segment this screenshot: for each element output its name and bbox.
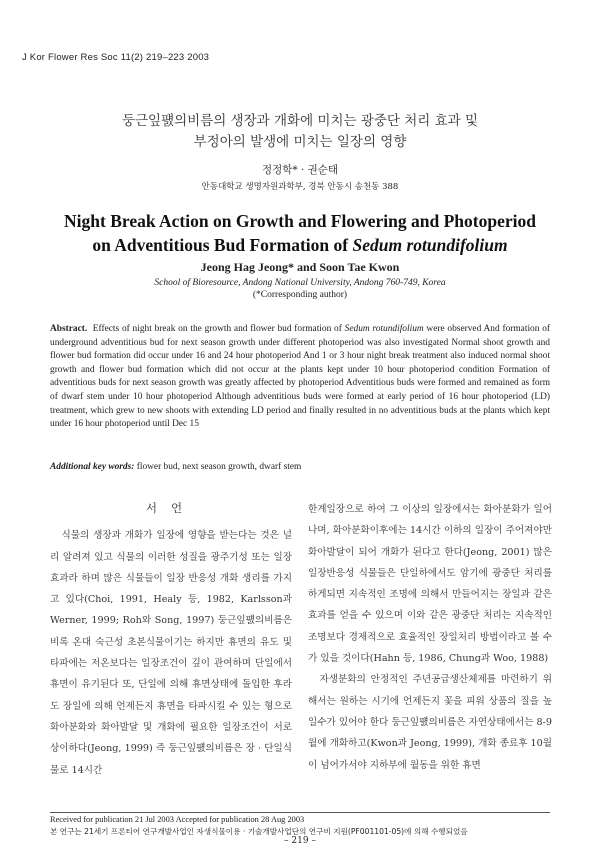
received-note: Received for publication 21 Jul 2003 Accepted for publication 28 Aug 2003 [50,815,305,824]
footnote-divider [50,812,550,813]
species-name: Sedum rotundifolium [352,235,508,255]
section-title: 서언 [145,501,197,515]
abstract-label: Abstract. [50,324,88,334]
keywords-text: flower bud, next season growth, dwarf stem [134,462,302,472]
english-authors: Jeong Hag Jeong* and Soon Tae Kwon [200,260,400,274]
page-number: – 219 – [284,836,316,846]
korean-authors: 정정학* · 권순태 [261,164,339,176]
korean-title [0,111,600,153]
abstract [50,323,550,432]
english-title-line1: Night Break Action on Growth and Flowering and Photoperiod [64,211,536,231]
right-paragraph-2: 자생분화의 안정적인 주년공급생산체제를 마련하기 위해서는 원하는 시기에 언제든지 꽃을 피워 상품의 질을 높일수가 있어야 한다 둥근잎퍬의비름은 자연상태에서는 8-9월에 개화하고(Kwon과 Jeong, 1999), 개화 종료후 10월이 넘어가서야 지하부에 월동을 위한 휴면 [308,674,552,771]
korean-affiliation: 안동대학교 생명자원과학부, 경북 안동시 송천동 388 [201,182,399,192]
keywords-label: Additional key words: [50,462,135,472]
english-affiliation: School of Bioresource, Andong National University, Andong 760-749, Korea [154,278,446,288]
english-title [0,209,600,257]
journal-citation: J Kor Flower Res Soc 11(2) 219–223 2003 [22,52,210,63]
left-paragraph: 식물의 생장과 개화가 일장에 영향을 받는다는 것은 널리 알려져 있고 식물의 이러한 성질을 광주기성 또는 일장효과라 하며 많은 식물들이 일장 반응성 개화 생리를 가지고 있다(Choi, 1991, Healy 등, 1982, Karlsson과 Werner, 1999; Roh와 Song, 1997) 둥근잎퍬의비름은 비록 온대 숙근성 초본식물이기는 하지만 휴면의 유도 및 타파에는 저온보다는 일장조건이 깊이 관여하며 단일에서 휴면이 유기된다 또, 단일에 의해 휴면상태에 돌입한 후라도 장일에 의해 언제든지 휴면을 타파시킬 수 있는 형으로 화아분화와 화아발달 및 개화에 필요한 일장조건이 서로 상이하다(Jeong, 1999) 즉 둥근잎퍬의비름은 장 · 단일식물로 14시간 [50,530,292,776]
english-title-prefix: on Adventitious Bud Formation of [92,235,353,255]
keywords [50,462,550,472]
abstract-text-pre: Effects of night break on the growth and flower bud formation of [92,324,345,334]
right-paragraph-1: 한계일장으로 하여 그 이상의 일장에서는 화아분화가 일어나며, 화아분화이후에는 14시간 이하의 일장이 주어져야만 화아발달이 되어 개화가 된다고 한다(Jeong, 2001) 많은 일장반응성 식물들은 단일하에서도 암기에 광중단 처리를 하게되면 지속적인 조명에 의해서 만들어지는 장일과 같은 효과를 얻을 수 있으며 이와 같은 광중단 처리는 지속적인 조명보다 경제적으로 효율적인 장일처리 방법이라고 볼 수가 있을 것이다(Hahn 등, 1986, Chung과 Woo, 1988) [308,504,552,665]
right-column [308,499,552,776]
funding-note: 본 연구는 21세기 프론티어 연구개발사업인 자생식물이용 · 기술개발사업단의 연구비 지원(PF001101-05)에 의해 수행되었음 [50,827,468,836]
english-title-line2 [0,233,600,257]
left-column [50,498,292,781]
abstract-text-post: were observed And formation of underground adventitious bud for next season growth under different photoperiod was also investigated Normal shoot growth and flower bud formation did occur under 16 and 24 hour photoperiod And 1 or 3 hour night break treatment also induced normal shoot growth and flower bud formation which did not occur at the plants kept under 10 hour photoperiod condition Formation of adventitious buds for next season growth was greatly affected by photoperiod Adventitious buds were formed and remained as form of dwarf stem under 10 hour photoperiod Although adventitious buds were formed at early period of 16 hour photoperiod (LD) treatment, which grew to new shoots with extending LD period and finally resulted in no adventitious buds at the plants which kept under 16 hour photoperiod until Dec 15 [50,324,551,430]
korean-title-line2: 부정아의 발생에 미치는 일장의 영향 [193,134,407,150]
corresponding-note: (*Corresponding author) [252,290,348,300]
abstract-species: Sedum rotundifolium [344,324,424,334]
korean-title-line1: 둥근잎퍬의비름의 생장과 개화에 미치는 광중단 처리 효과 및 [121,113,479,129]
